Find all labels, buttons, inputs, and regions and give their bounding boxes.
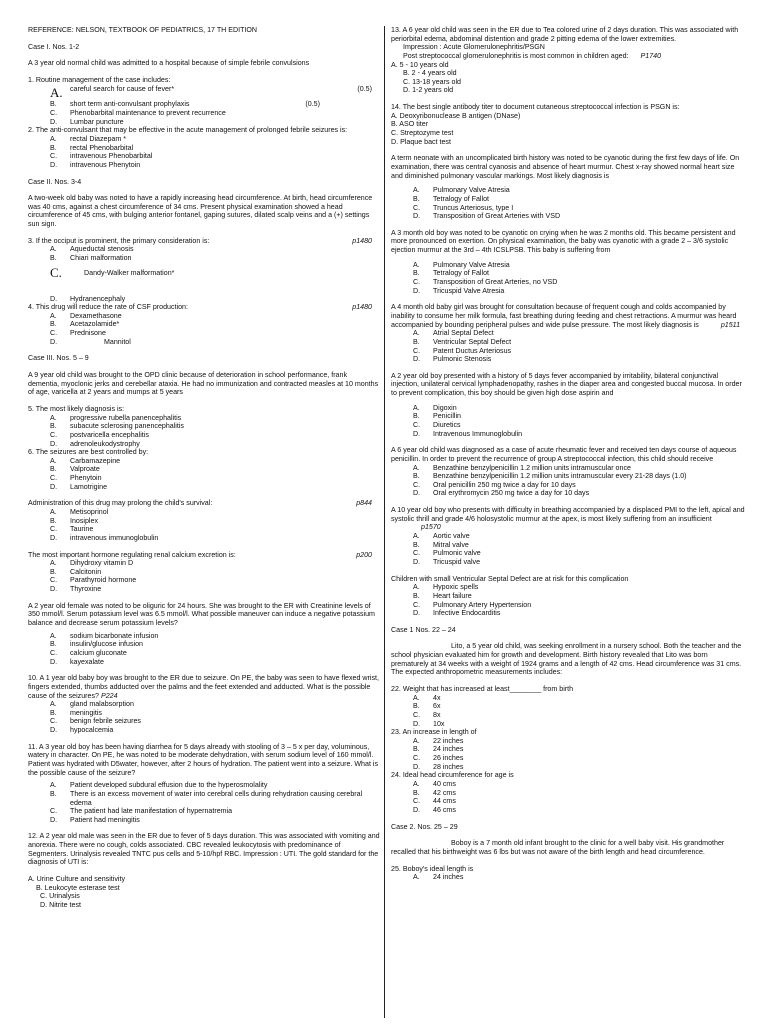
option: A. Deoxyribonuclease B antigen (DNase) [391,111,521,120]
option: B. Inosiplex [50,516,98,525]
option: A. Urine Culture and sensitivity [28,875,125,884]
option: B. Benzathine benzylpenicillin 1.2 million units intramuscular every 21-28 days (1.0) [413,472,687,481]
option: D. kayexalate [50,657,104,666]
option: B. insulin/glucose infusion [50,640,143,649]
question: 24. Ideal head circumference for age is [391,771,514,780]
option: B. Leukocyte esterase test [36,883,120,892]
page-ref: p1480 [352,303,372,312]
question: Administration of this drug may prolong the child's survival: p844 [28,499,380,508]
option: B. rectal Phenobarbital [50,143,134,152]
question: 3. If the occiput is prominent, the primary consideration is: p1480 [28,237,380,246]
question: A term neonate with an uncomplicated birth history was noted to be cyanotic during the first few days of life. On examination, there was central cyanosis and absence of heart murmur. Chest x-ray showed normal heart size and diminished pulmonary vascular markings. Most likely diagnosis is [391,154,740,180]
option: B. subacute sclerosing panencephalitis [50,422,184,431]
option: A. Pulmonary Valve Atresia [413,260,510,269]
page-ref: P1740 [640,51,662,60]
option: A. Dihydroxy vitamin D [50,559,134,568]
option: D. Oral erythromycin 250 mg twice a day for 10 days [413,489,590,498]
question: 13. A 6 year old child was seen in the ER due to Tea colored urine of 2 days duration. This was associated with periorbital edema, abdominal distention and grade 2 pitting edema of the lower extremities. [391,26,739,43]
option: C. 44 cms [413,797,456,806]
option: B. 6x [413,702,441,711]
option: D. 28 inches [413,762,464,771]
option: B. Calcitonin [50,567,102,576]
option: B. Tetralogy of Fallot [413,269,489,278]
case-text: Boboy is a 7 month old infant brought to the clinic for a well baby visit. His grandmother recalled that his birthweight was 6 lbs but was not aware of the birth length and head circumference. [391,839,725,856]
question: A 4 month old baby girl was brought for consultation because of frequent cough and colds accompanied by inability to consume her milk formula, fast breathing during feeding and chest retractions. A murmur was heard accompanied by bounding peripheral pulses and wide pulse pressure. The most likely diagnosis is p1511 [391,303,741,329]
option: D. Plaque bact test [391,137,451,146]
option: C. Patent Ductus Arteriosus [413,346,512,355]
option: B. Chiari malformation [50,254,132,263]
option: B. There is an excess movement of water into cerebral cells during rehydration causing cerebral edema [50,789,363,807]
question: 2. The anti-convulsant that may be effective in the acute management of prolonged febrile seizures is: [28,126,348,135]
option: D. Pulmonic Stenosis [413,355,492,364]
option: C. Diuretics [413,420,461,429]
option: C. 8x [413,710,441,719]
question: A 2 year old boy presented with a history of 5 days fever accompanied by irritability, bilateral conjunctival injection, unilateral cervical lymphadenopathy, rashes in the diaper area and congested buccal mucosa. In order to prevent complication, this boy should be given high dose aspirin and [391,371,742,398]
option: A. rectal Diazepam * [50,134,126,143]
option: A. 40 cms [413,780,456,789]
option: D. 10x [413,719,445,728]
option: A. Metisoprinol [50,507,109,516]
right-column [391,26,746,882]
question: 22. Weight that has increased at least________ from birth [391,685,574,693]
option: A. 5 - 10 years old [391,60,449,69]
question: The most important hormone regulating renal calcium excretion is: p200 [28,551,380,560]
option: C. benign febrile seizures [50,717,141,726]
option: C. Phenobarbital maintenance to prevent recurrence [50,109,226,118]
option: B. Penicillin [413,412,461,421]
case-text: Lito, a 5 year old child, was seeking enrollment in a nursery school. Both the teacher and the school physician evaluated him for growth and development. Birth history revealed that Lito was born prematurely at 34 weeks with a weight of 1924 grams and a length of 42 cms. Head circumference was 31 cms. The expected anthropometric measurements includes: [391,642,742,677]
case-heading: Case 1 Nos. 22 – 24 [391,625,456,634]
option: D. intravenous Phenytoin [50,160,141,169]
option: D. Lumbar puncture [50,117,124,126]
option: A. 22 inches [413,736,464,745]
option: D. Transposition of Great Arteries with VSD [413,212,561,221]
option: C. The patient had late manifestation of hypernatremia [50,807,233,816]
option: D. Patient had meningitis [50,815,140,824]
option: B. 2 - 4 years old [403,69,457,78]
option: A. Carbamazepine [50,456,121,465]
option: A. progressive rubella panencephalitis [50,413,182,422]
option: C. Oral penicillin 250 mg twice a day for 10 days [413,480,576,489]
option: C. Phenytoin [50,474,102,483]
option: D. intravenous immunoglobulin [50,533,159,542]
option: C. Dandy-Walker malformation* [50,264,175,280]
option: B. short term anti-convulsant prophylaxis (0.5) [50,100,320,109]
option: B. 24 inches [413,745,464,754]
option: D. Intravenous Immunoglobulin [413,429,523,438]
page-ref: p1511 [720,320,741,329]
option: B. 42 cms [413,788,456,797]
option: C. 26 inches [413,754,464,763]
page-ref: p1570 [421,523,441,532]
option: D. Tricuspid Valve Atresia [413,286,505,295]
option: A. Aortic valve [413,532,470,541]
option: C. 13-18 years old [403,77,461,86]
question: 14. The best single antibody titer to document cutaneous streptococcal infection is PSGN is: [391,103,680,112]
question: 23. An increase in length of [391,728,477,737]
option: C. Taurine [50,525,94,534]
option: A. Pulmonary Valve Atresia [413,186,510,195]
case-heading: Case II. Nos. 3-4 [28,177,82,186]
column-divider [384,26,385,1018]
option: A. sodium bicarbonate infusion [50,631,159,640]
question: 25. Boboy's ideal length is [391,864,474,873]
case-text: A 3 year old normal child was admitted to a hospital because of simple febrile convulsions [28,59,310,68]
option: D. Hydranencephaly [50,294,126,303]
case-text: A 9 year old child was brought to the OPD clinic because of deterioration in school performance, frank dementia, myoclonic jerks and cerebellar ataxia. He had no immunization and contracted measles at 10 months of age, varicella at 2 years and mumps at 5 years [28,371,379,397]
question: A 10 year old boy who presents with difficulty in breathing accompanied by a displaced PMI to the left, apical and systolic thrill and grade 4/6 holosystolic murmur at the apex, is most likely suffering from an insufficient p1570 [391,506,745,532]
option: A. 4x [413,693,441,702]
question: 5. The most likely diagnosis is: [28,404,125,413]
option: B. Acetazolamide* [50,320,120,329]
option: D. Thyroxine [50,585,102,594]
option: C. postvaricella encephalitis [50,430,149,439]
option: B. ASO titer [391,120,429,129]
question: Post streptococcal glomerulonephritis is most common in children aged: P1740 [403,51,662,60]
option: B. meningitis [50,708,102,717]
option: A. Benzathine benzylpenicillin 1.2 million units intramuscular once [413,463,631,472]
option: A. careful search for cause of fever* (0.5) [50,84,372,100]
option: A. Digoxin [413,403,457,412]
option: C. Pulmonary Artery Hypertension [413,600,532,609]
option: B. Ventricular Septal Defect [413,337,512,346]
option: A. Atrial Septal Defect [413,329,494,338]
option: C. Transposition of Great Arteries, no VSD [413,278,558,287]
question: A 2 year old female was noted to be oliguric for 24 hours. She was brought to the ER with Creatinine levels of 350 mmol/l. Serum potassium level was 6.5 mmol/l. What possible maneuver can induce a negative potassium balance and decrease serum potassium levels? [28,601,375,628]
question: A 6 year old child was diagnosed as a case of acute rheumatic fever and received ten days course of aqueous penicillin. In order to prevent the recurrence of group A streptococcal infection, this child should receive [391,446,737,463]
option: B. Tetralogy of Fallot [413,194,489,203]
question: Children with small Ventricular Septal Defect are at risk for this complication [391,574,629,583]
option: D. Infective Endocarditis [413,609,501,618]
option: D. 46 cms [413,805,456,814]
page-ref: p844 [356,499,372,508]
option: C. Streptozyme test [391,129,454,138]
left-column [28,26,380,910]
option: C. calcium gluconate [50,648,127,657]
option: D. hypocalcemia [50,726,114,735]
option: B. Heart failure [413,591,472,600]
option: A. Patient developed subdural effusion due to the hyperosmolality [50,781,268,790]
option: D. Lamotrigine [50,482,108,491]
impression-line: Impression : Acute Glomerulonephritis/PSGN [403,43,545,52]
option: C. Urinalysis [40,892,80,901]
option: D. Tricuspid valve [413,557,481,566]
reference-line: REFERENCE: NELSON, TEXTBOOK OF PEDIATRICS, 17 TH EDITION [28,26,258,34]
question: 1. Routine management of the case includes: [28,75,171,84]
question: 11. A 3 year old boy has been having diarrhea for 5 days already with stooling of 3 – 5 x per day, voluminous, watery in character. On PE, he was noted to be moderate dehydration, with serum sodium level of 160 mmol/l. Patient was hydrated with D5water, however, after 2 hours of hydration. The patient went into a seizure. What is the possible cause of the seizure? [28,742,379,777]
option: C. Prednisone [50,329,106,338]
option: B. Valproate [50,465,100,474]
case-heading: Case III. Nos. 5 – 9 [28,354,89,363]
option: A. 24 inches [413,873,464,882]
option: C. Truncus Arteriosus, type I [413,203,514,212]
option: D. 1-2 years old [403,86,454,95]
option: C. intravenous Phenobarbital [50,152,153,161]
page-ref: p200 [356,550,372,559]
option: A. gland malabsorption [50,700,134,709]
question: 4. This drug will reduce the rate of CSF production: p1480 [28,303,380,312]
option: A. Dexamethasone [50,311,122,320]
question: 10. A 1 year old baby boy was brought to the ER due to seizure. On PE, the baby was seen to have flexed wrist, fingers extended, thumbs adducted over the palms and the feet extended and adducted. What is the possible cause of the seizures? P224 [28,674,379,700]
option: D. Mannitol [50,337,131,346]
question: 6. The seizures are best controlled by: [28,448,149,457]
option: C. Pulmonic valve [413,549,481,558]
option: A. Aqueductal stenosis [50,245,134,254]
page-ref: P224 [100,691,118,700]
option: B. Mitral valve [413,540,469,549]
question: 12. A 2 year old male was seen in the ER due to fever of 5 days duration. This was associated with vomiting and anorexia. There were no cough, colds associated. CBC revealed leukocytosis with predominance of Segmenters. Urinalysis revealed TNTC pus cells and 5-10/hpf RBC. Impression : UTI. The gold standard for the diagnosis of UTI is: [28,832,380,867]
option: C. Parathyroid hormone [50,576,137,585]
page-ref: p1480 [352,236,372,245]
case-heading: Case I. Nos. 1-2 [28,42,80,51]
option: A. Hypoxic spells [413,583,479,592]
case-heading: Case 2. Nos. 25 – 29 [391,822,458,831]
option: D. adrenoleukodystrophy [50,439,140,448]
case-text: A two-week old baby was noted to have a rapidly increasing head circumference. At birth, head circumference was 40 cms, against a chest circumference of 34 cms. Present physical examination showed a head circumference of 45 cms, with bulging anterior fontanel, gaping sutures, dilated scalp veins and a (+) settings sun sign. [28,194,373,229]
option: D. Nitrite test [40,900,81,909]
question: A 3 month old boy was noted to be cyanotic on crying when he was 2 months old. This became persistent and more pronounced on exertion. On physical examination, the baby was cyanotic with a grade 2 – 3/6 systolic ejection murmur at the 3rd – 4th ICSLPSB. This baby is suffering from [391,228,736,255]
